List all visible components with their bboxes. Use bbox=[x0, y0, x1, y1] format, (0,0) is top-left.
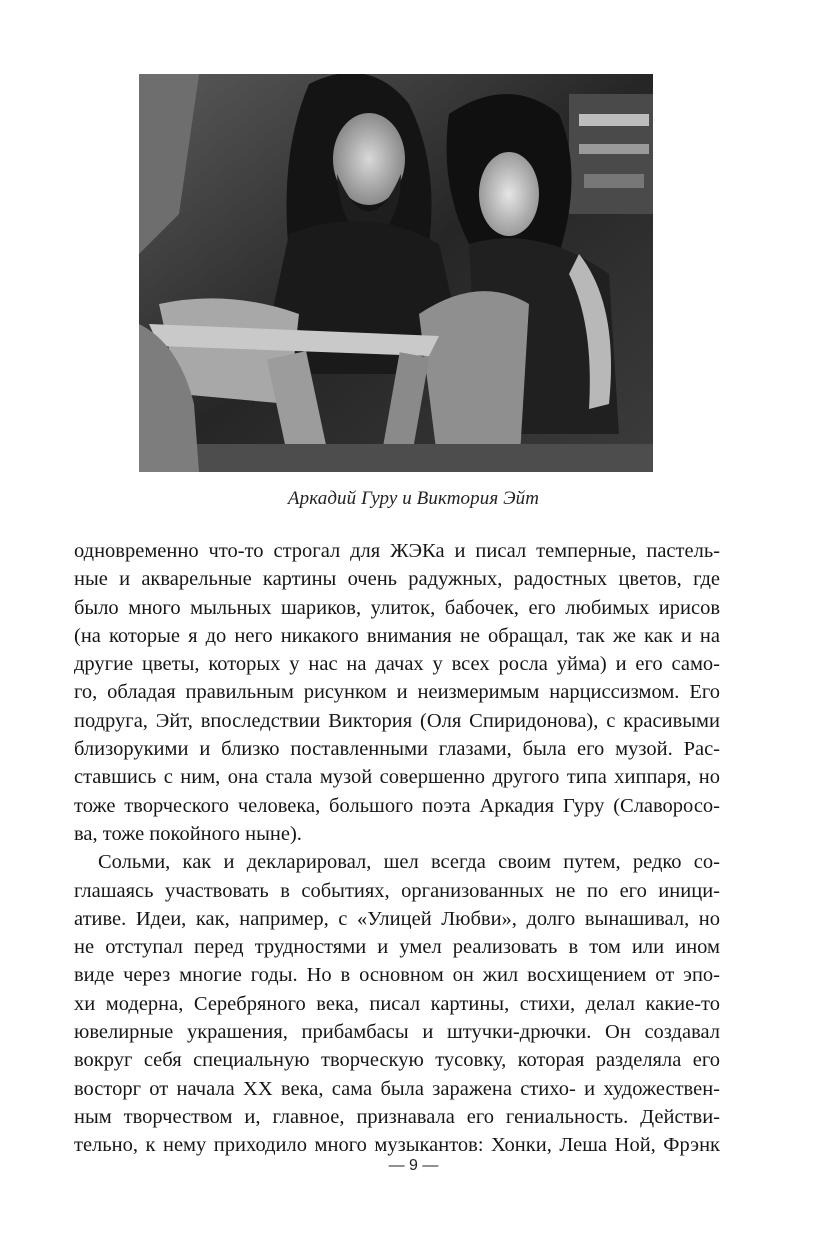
text-line: виде через многие годы. Но в основном он жил восхищением от эпо- bbox=[74, 964, 720, 987]
text-line: ставшись с ним, она стала музой совершенно другого типа хиппаря, но bbox=[74, 766, 720, 789]
text-line: (на которые я до него никакого внимания не обращал, так же как и на bbox=[74, 624, 720, 647]
text-line: тоже творческого человека, большого поэта Аркадия Гуру (Славоросо- bbox=[74, 794, 720, 817]
text-line: другие цветы, которых у нас на дачах у всех росла уйма) и его само- bbox=[74, 653, 720, 676]
photo-caption: Аркадий Гуру и Виктория Эйт bbox=[287, 488, 540, 509]
text-line: вокруг себя специальную творческую тусовку, которая разделяла его bbox=[74, 1049, 720, 1072]
body-text bbox=[74, 537, 720, 1160]
text-line: ным творчеством и, главное, признавала его гениальность. Действи- bbox=[74, 1105, 720, 1128]
photo-image bbox=[139, 74, 653, 472]
photograph bbox=[139, 74, 653, 472]
text-line: ювелирные украшения, прибамбасы и штучки-дрючки. Он создавал bbox=[74, 1021, 720, 1044]
text-line: ные и акварельные картины очень радужных, радостных цветов, где bbox=[74, 568, 720, 591]
paragraph-1 bbox=[74, 537, 720, 848]
text-line: было много мыльных шариков, улиток, бабочек, его любимых ирисов bbox=[74, 596, 720, 619]
text-line: не отступал перед трудностями и умел реализовать в том или ином bbox=[74, 936, 720, 959]
text-line: Сольми, как и декларировал, шел всегда своим путем, редко со- bbox=[98, 851, 720, 874]
text-line: глашаясь участвовать в событиях, организованных не по его иници- bbox=[74, 879, 720, 902]
paragraph-2 bbox=[74, 848, 720, 1159]
text-line: одновременно что-то строгал для ЖЭКа и писал темперные, пастель- bbox=[74, 540, 720, 562]
text-line: ативе. Идеи, как, например, с «Улицей Любви», долго вынашивал, но bbox=[74, 907, 720, 930]
text-line: ва, тоже покойного ныне). bbox=[74, 822, 302, 845]
text-line: подруга, Эйт, впоследствии Виктория (Оля Спиридонова), с красивыми bbox=[74, 709, 720, 732]
text-line: хи модерна, Серебряного века, писал картины, стихи, делал какие-то bbox=[74, 992, 720, 1015]
text-line: го, обладая правильным рисунком и неизмеримым нарциссизмом. Его bbox=[74, 681, 720, 704]
text-line: близорукими и близко поставленными глазами, была его музой. Рас- bbox=[74, 738, 720, 761]
text-line: восторг от начала XX века, сама была заражена стихо- и художествен- bbox=[74, 1077, 720, 1100]
page-number: — 9 — bbox=[388, 1157, 439, 1174]
text-line: тельно, к нему приходило много музыкантов: Хонки, Леша Ной, Фрэнк bbox=[74, 1134, 720, 1157]
